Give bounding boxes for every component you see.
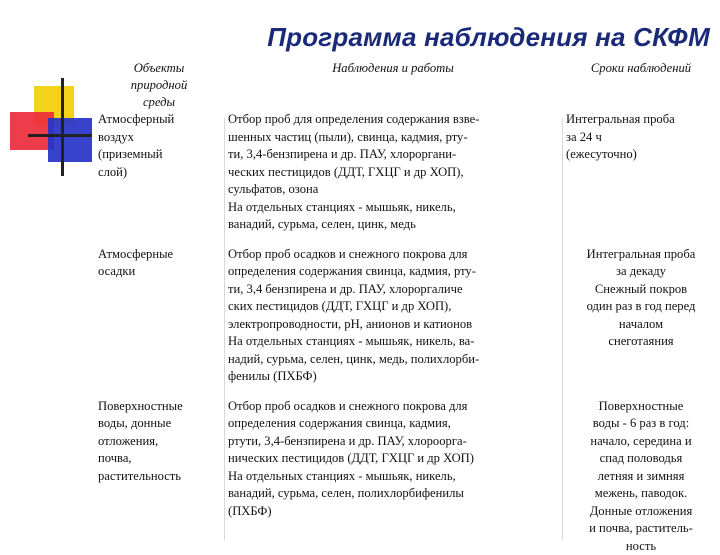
work-cell: Отбор проб осадков и снежного покрова для определения содержания свинца, кадмия, ртути, 3,4-бензпирена и др. ПАУ, хлороорга- нических пестицидов (ДДТ, ГХЦГ и др ХОП) На отдельных станциях - мышьяк, никель, ванадий, сурьма, селен, полихлорбифенилы (ПХБФ) <box>224 398 562 555</box>
slide-title: Программа наблюдения на СКФМ <box>150 22 710 53</box>
period-cell: Интегральная проба за 24 ч (ежесуточно) <box>562 111 720 234</box>
object-cell: Поверхностные воды, донные отложения, почва, растительность <box>94 398 224 555</box>
table-row <box>94 398 720 555</box>
header-objects: Объекты природной среды <box>94 60 224 111</box>
object-cell: Атмосферный воздух (приземный слой) <box>94 111 224 234</box>
decor-blue-square <box>48 118 92 162</box>
period-cell: Поверхностные воды - 6 раз в год: начало, середина и спад половодья летняя и зимняя межень, паводок. Донные отложения и почва, раститель- ность <box>562 398 720 555</box>
decor-horizontal-line <box>28 134 92 137</box>
work-cell: Отбор проб для определения содержания взве- шенных частиц (пыли), свинца, кадмия, рту- ти, 3,4-бензпирена и др. ПАУ, хлороргани- ческих пестицидов (ДДТ, ГХЦГ и др ХОП), сульфатов, озона На отдельных станциях - мышьяк, никель, ванадий, сурьма, селен, цинк, медь <box>224 111 562 234</box>
decor-vertical-line <box>61 78 64 176</box>
row-separator <box>94 234 720 246</box>
header-works: Наблюдения и работы <box>224 60 562 111</box>
table-row <box>94 246 720 386</box>
observation-program-table <box>94 60 720 555</box>
period-cell: Интегральная проба за декаду Снежный покров один раз в год перед началом снеготаяния <box>562 246 720 386</box>
header-periods: Сроки наблюдений <box>562 60 720 111</box>
table-row <box>94 111 720 234</box>
object-cell: Атмосферные осадки <box>94 246 224 386</box>
table-header-row <box>94 60 720 111</box>
work-cell: Отбор проб осадков и снежного покрова для определения содержания свинца, кадмия, рту- ти, 3,4 бензпирена и др. ПАУ, хлороргаличе ских пестицидов (ДДТ, ГХЦГ и др ХОП), электропроводности, pH, анионов и катионов На отдельных станциях - мышьяк, никель, ва- надий, сурьма, селен, цинк, медь, полихлорби- фенилы (ПХБФ) <box>224 246 562 386</box>
row-separator <box>94 386 720 398</box>
